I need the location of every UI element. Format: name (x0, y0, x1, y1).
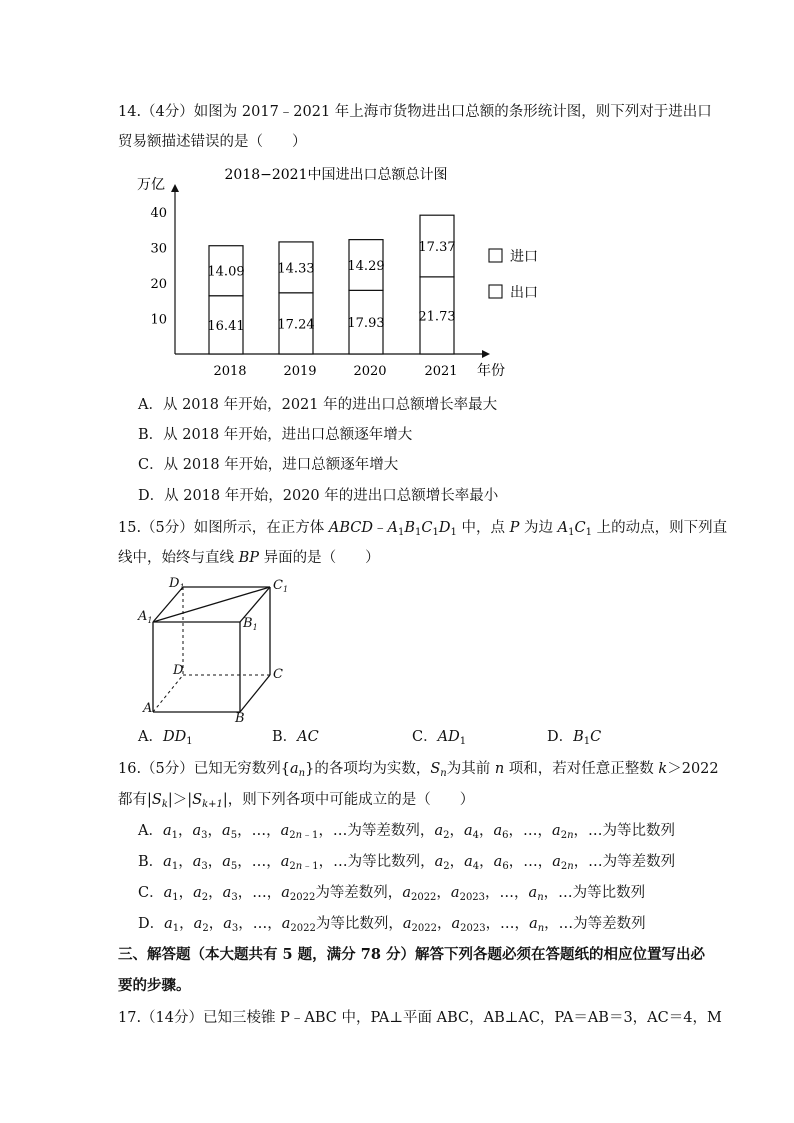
data-label-import: 14.29 (347, 258, 385, 274)
data-label-export: 17.93 (347, 316, 385, 332)
cube-label-b: B (235, 711, 245, 725)
chart-title: 2018−2021中国进出口总额总计图 (224, 167, 448, 183)
cube-label-b1: $B_1$ (243, 616, 258, 632)
x-axis-label: 年份 (477, 363, 505, 379)
q14-stem-line1: 14.（4分）如图为 2017﹣2021 年上海市货物进出口总额的条形统计图，则下列对于进出口 (118, 104, 712, 120)
y-axis-arrow (171, 184, 179, 192)
legend-swatch (489, 285, 502, 298)
q16-stem-line2: 都有$|S_k|>|S_{k+1}|$，则下列各项中可能成立的是（ ） (118, 792, 475, 810)
q16-option-c: C．$a_1$，$a_2$，$a_3$，…，$a_{2022}$为等差数列，$a_{2022}$，$a_{2023}$，…，$a_n$，…为等比数列 (138, 885, 646, 903)
cube-diagram (135, 575, 335, 725)
q15-option-a: A．$DD_1$ (138, 729, 193, 747)
data-label-import: 14.33 (277, 261, 315, 277)
y-axis-label: 万亿 (137, 177, 165, 193)
x-tick-label: 2020 (353, 364, 387, 379)
y-tick-label: 20 (150, 277, 167, 292)
q14-stem-line2: 贸易额描述错误的是（ ） (118, 134, 307, 150)
q15-option-d: D．$B_1C$ (547, 729, 602, 747)
y-tick-label: 30 (150, 241, 167, 257)
legend-label: 进口 (510, 249, 538, 265)
y-tick-label: 10 (150, 312, 167, 328)
x-tick-label: 2019 (283, 364, 317, 379)
data-label-export: 21.73 (418, 309, 456, 325)
x-tick-label: 2018 (213, 364, 247, 379)
section3-heading-line1: 三、解答题（本大题共有 5 题，满分 78 分）解答下列各题必须在答题纸的相应位置写出必 (118, 946, 705, 963)
data-label-import: 17.37 (418, 240, 456, 256)
cube-label-c1: $C_1$ (273, 578, 289, 594)
legend-label: 出口 (510, 285, 538, 301)
q15-option-b: B．AC (272, 729, 319, 745)
x-axis-arrow (482, 350, 490, 358)
q16-option-a: A．$a_1$，$a_3$，$a_5$，…，$a_{2n﹣1}$，…为等差数列，$a_2$，$a_4$，$a_6$，…，$a_{2n}$，…为等比数列 (138, 823, 676, 841)
q14-option-c: C．从 2018 年开始，进口总额逐年增大 (138, 457, 399, 473)
cube-label-c: C (273, 667, 283, 682)
q14-option-a: A．从 2018 年开始，2021 年的进出口总额增长率最大 (138, 397, 498, 413)
q16-stem-line1: 16.（5分）已知无穷数列$\{a_n\}$的各项均为实数，$S_n$为其前 n 项和，若对任意正整数 k＞2022 (118, 761, 719, 779)
q16-option-b: B．$a_1$，$a_3$，$a_5$，…，$a_{2n﹣1}$，…为等比数列，$a_2$，$a_4$，$a_6$，…，$a_{2n}$，…为等差数列 (138, 854, 676, 872)
y-tick-label: 40 (150, 206, 167, 221)
bar-chart (0, 160, 794, 390)
cube-label-a: A (143, 701, 153, 716)
q14-option-d: D．从 2018 年开始，2020 年的进出口总额增长率最小 (138, 488, 499, 504)
data-label-export: 16.41 (207, 318, 245, 334)
q15-stem-line2: 线中，始终与直线 BP 异面的是（ ） (118, 550, 380, 566)
q15-stem-line1: 15.（5分）如图所示，在正方体 $ABCD﹣A_1B_1C_1D_1$ 中，点 P 为边 $A_1C_1$ 上的动点，则下列直 (118, 520, 728, 538)
cube-label-d1: $D_1$ (169, 576, 185, 592)
cube-label-d: D (173, 663, 184, 678)
legend-swatch (489, 249, 502, 262)
data-label-export: 17.24 (277, 317, 315, 333)
data-label-import: 14.09 (207, 264, 245, 280)
q17-stem-line1: 17.（14分）已知三棱锥 P﹣ABC 中，PA⊥平面 ABC，AB⊥AC，PA＝AB＝3，AC＝4，M (118, 1010, 722, 1026)
q14-option-b: B．从 2018 年开始，进出口总额逐年增大 (138, 427, 413, 443)
cube-label-a1: $A_1$ (138, 609, 153, 625)
x-tick-label: 2021 (424, 364, 458, 379)
q16-option-d: D．$a_1$，$a_2$，$a_3$，…，$a_{2022}$为等比数列，$a_{2022}$，$a_{2023}$，…，$a_n$，…为等差数列 (138, 916, 646, 934)
section3-heading-line2: 要的步骤。 (118, 977, 191, 994)
q15-option-c: C．$AD_1$ (412, 729, 467, 747)
